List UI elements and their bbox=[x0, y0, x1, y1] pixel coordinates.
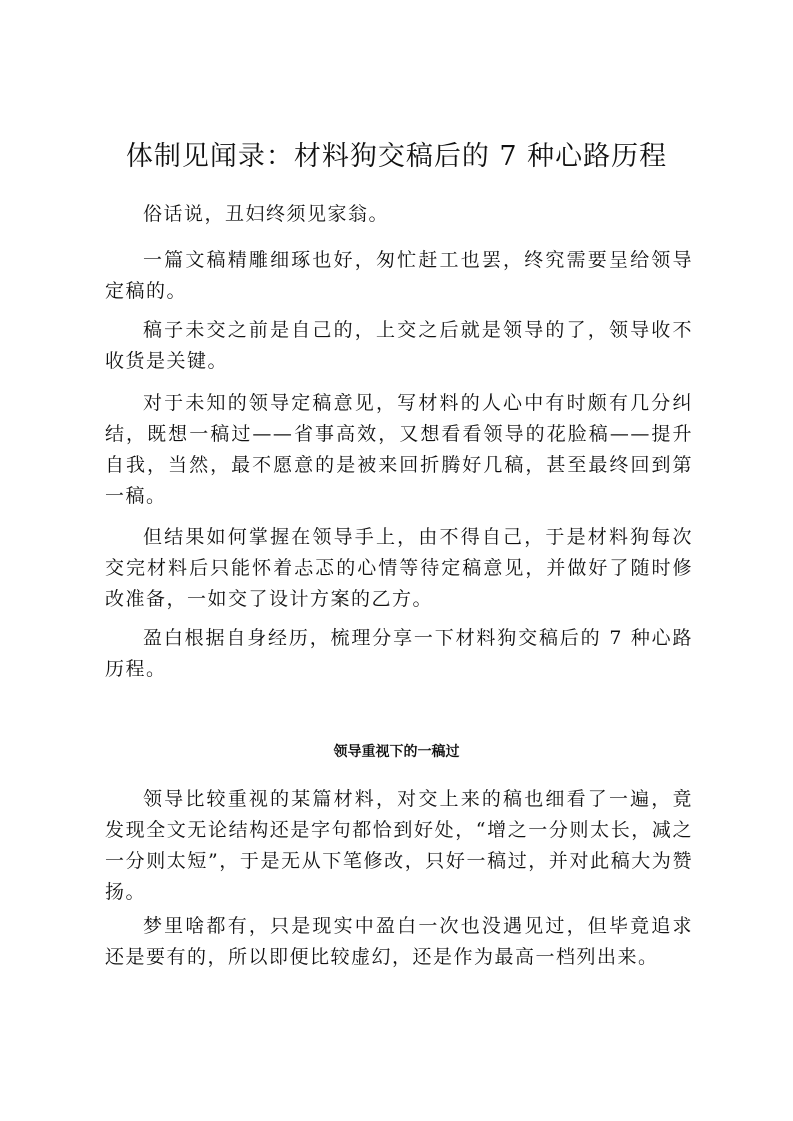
paragraph-1: 俗话说，丑妇终须见家翁。 bbox=[143, 203, 390, 225]
section-heading: 领导重视下的一稿过 bbox=[333, 744, 460, 760]
paragraph-6: 盈白根据自身经历，梳理分享一下材料狗交稿后的 7 种心路历程。 bbox=[105, 627, 693, 680]
paragraph-5: 但结果如何掌握在领导手上，由不得自己，于是材料狗每次交完材料后只能怀着忐忑的心情等待定稿意见，并做好了随时修改准备，一如交了设计方案的乙方。 bbox=[105, 526, 693, 610]
document-title: 体制见闻录：材料狗交稿后的 7 种心路历程 bbox=[125, 141, 668, 172]
paragraph-3: 稿子未交之前是自己的，上交之后就是领导的了，领导收不收货是关键。 bbox=[105, 319, 693, 372]
paragraph-4: 对于未知的领导定稿意见，写材料的人心中有时颇有几分纠结，既想一稿过——省事高效，又想看看领导的花脸稿——提升自我，当然，最不愿意的是被来回折腾好几稿，甚至最终回到第一稿。 bbox=[105, 392, 693, 507]
paragraph-2: 一篇文稿精雕细琢也好，匆忙赶工也罢，终究需要呈给领导定稿的。 bbox=[105, 249, 693, 302]
section-paragraph-1: 领导比较重视的某篇材料，对交上来的稿也细看了一遍，竟发现全文无论结构还是字句都恰到好处，“增之一分则太长，减之一分则太短”，于是无从下笔修改，只好一稿过，并对此稿大为赞扬。 bbox=[105, 788, 693, 903]
section-paragraph-2: 梦里啥都有，只是现实中盈白一次也没遇见过，但毕竟追求还是要有的，所以即便比较虚幻，还是作为最高一档列出来。 bbox=[105, 915, 693, 968]
